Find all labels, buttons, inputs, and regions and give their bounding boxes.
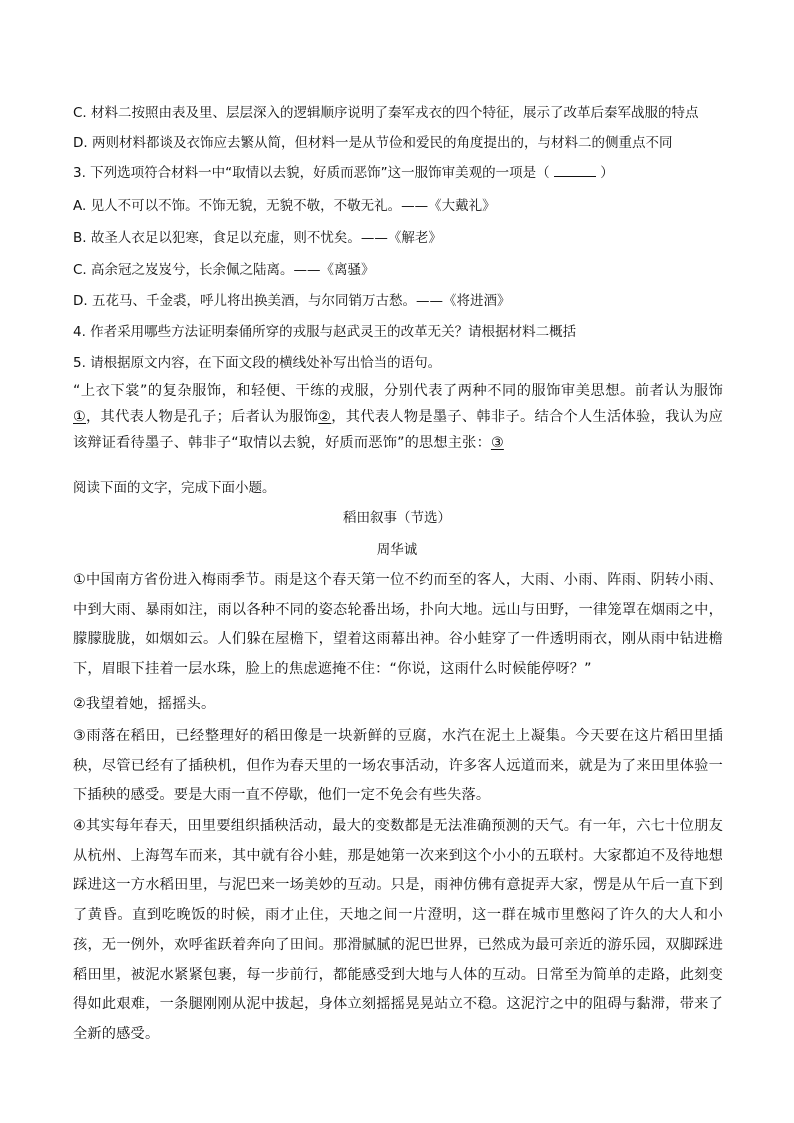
option-c: C. 高余冠之岌岌兮，长余佩之陆离。——《离骚》 — [73, 262, 375, 278]
option-d: D. 五花马、千金裘，呼儿将出换美酒，与尔同销万古愁。——《将进酒》 — [73, 293, 511, 309]
passage-part-1: “上衣下裳”的复杂服饰，和轻便、干练的戎服，分别代表了两种不同的服饰审美思想。前者认为服饰 — [73, 383, 723, 399]
question-5-passage — [73, 378, 723, 456]
article-author: 周华诚 — [376, 542, 418, 558]
article-paragraph-3: ③雨落在稻田，已经整理好的稻田像是一块新鲜的豆腐，水汽在泥土上凝集。今天要在这片稻田里插秧，尽管已经有了插秧机，但作为春天里的一场农事活动，许多客人远道而来，就是为了来田里体验一下插秧的感受。要是大雨一直不停歇，他们一定不免会有些失落。 — [73, 728, 723, 804]
passage-part-2: ，其代表人物是孔子；后者认为服饰 — [86, 409, 319, 425]
option-a: A. 见人不可以不饰。不饰无貌，无貌不敬，不敬无礼。——《大戴礼》 — [73, 198, 496, 214]
article-paragraph-2: ②我望着她，摇摇头。 — [73, 696, 216, 712]
blank-1[interactable]: ① — [73, 409, 87, 425]
option-b: B. 故圣人衣足以犯寒，食足以充虚，则不忧矣。——《解老》 — [73, 230, 442, 246]
answer-blank[interactable] — [554, 164, 596, 177]
passage-part-3: ，其代表人物是墨子、韩非子。结合个人生活体验，我认为应该辩证看待墨子、韩非子“取情以去貌，好质而恶饰”的思想主张： — [73, 409, 724, 451]
article-paragraph-4: ④其实每年春天，田里要组织插秧活动，最大的变数都是无法准确预测的天气。有一年，六七十位朋友从杭州、上海驾车而来，其中就有谷小蛙，那是她第一次来到这个小小的五联村。大家都迫不及待地想踩进这一方水稻田里，与泥巴来一场美妙的互动。只是，雨神仿佛有意捉弄大家，愣是从午后一直下到了黄昏。直到吃晚饭的时候，雨才止住，天地之间一片澄明，这一群在城市里憋闷了许久的大人和小孩，无一例外，欢呼雀跃着奔向了田间。那滑腻腻的泥巴世界，已然成为最可亲近的游乐园，双脚踩进稻田里，被泥水紧紧包裹，每一步前行，都能感受到大地与人体的互动。日常至为简单的走路，此刻变得如此艰难，一条腿刚刚从泥中拔起，身体立刻摇摇晃晃站立不稳。这泥泞之中的阻碍与黏滞，带来了全新的感受。 — [73, 818, 723, 1042]
blank-2[interactable]: ② — [318, 409, 332, 425]
question-4: 4. 作者采用哪些方法证明秦俑所穿的戎服与赵武灵王的改革无关？请根据材料二概括 — [73, 324, 577, 340]
reading-instruction: 阅读下面的文字，完成下面小题。 — [73, 480, 276, 496]
question-3-close: ） — [595, 165, 614, 181]
option-d-material2: D. 两则材料都谈及衣饰应去繁从简，但材料一是从节俭和爱民的角度提出的，与材料二的侧重点不同 — [73, 135, 673, 151]
option-c-material2: C. 材料二按照由表及里、层层深入的逻辑顺序说明了秦军戎衣的四个特征，展示了改革后秦军战服的特点 — [73, 105, 699, 121]
question-3 — [73, 163, 614, 183]
article-paragraph-1: ①中国南方省份进入梅雨季节。雨是这个春天第一位不约而至的客人，大雨、小雨、阵雨、阴转小雨、中到大雨、暴雨如注，雨以各种不同的姿态轮番出场，扑向大地。远山与田野，一律笼罩在烟雨之中，朦朦胧胧，如烟如云。人们躲在屋檐下，望着这雨幕出神。谷小蛙穿了一件透明雨衣，刚从雨中钻进檐下，眉眼下挂着一层水珠，脸上的焦虑遮掩不住：“你说，这雨什么时候能停呀？” — [73, 572, 723, 678]
question-3-stem: 3. 下列选项符合材料一中“取情以去貌，好质而恶饰”这一服饰审美观的一项是（ — [73, 165, 554, 181]
article-title: 稻田叙事（节选） — [343, 510, 451, 526]
question-5: 5. 请根据原文内容，在下面文段的横线处补写出恰当的语句。 — [73, 355, 442, 371]
blank-3[interactable]: ③ — [490, 435, 504, 451]
